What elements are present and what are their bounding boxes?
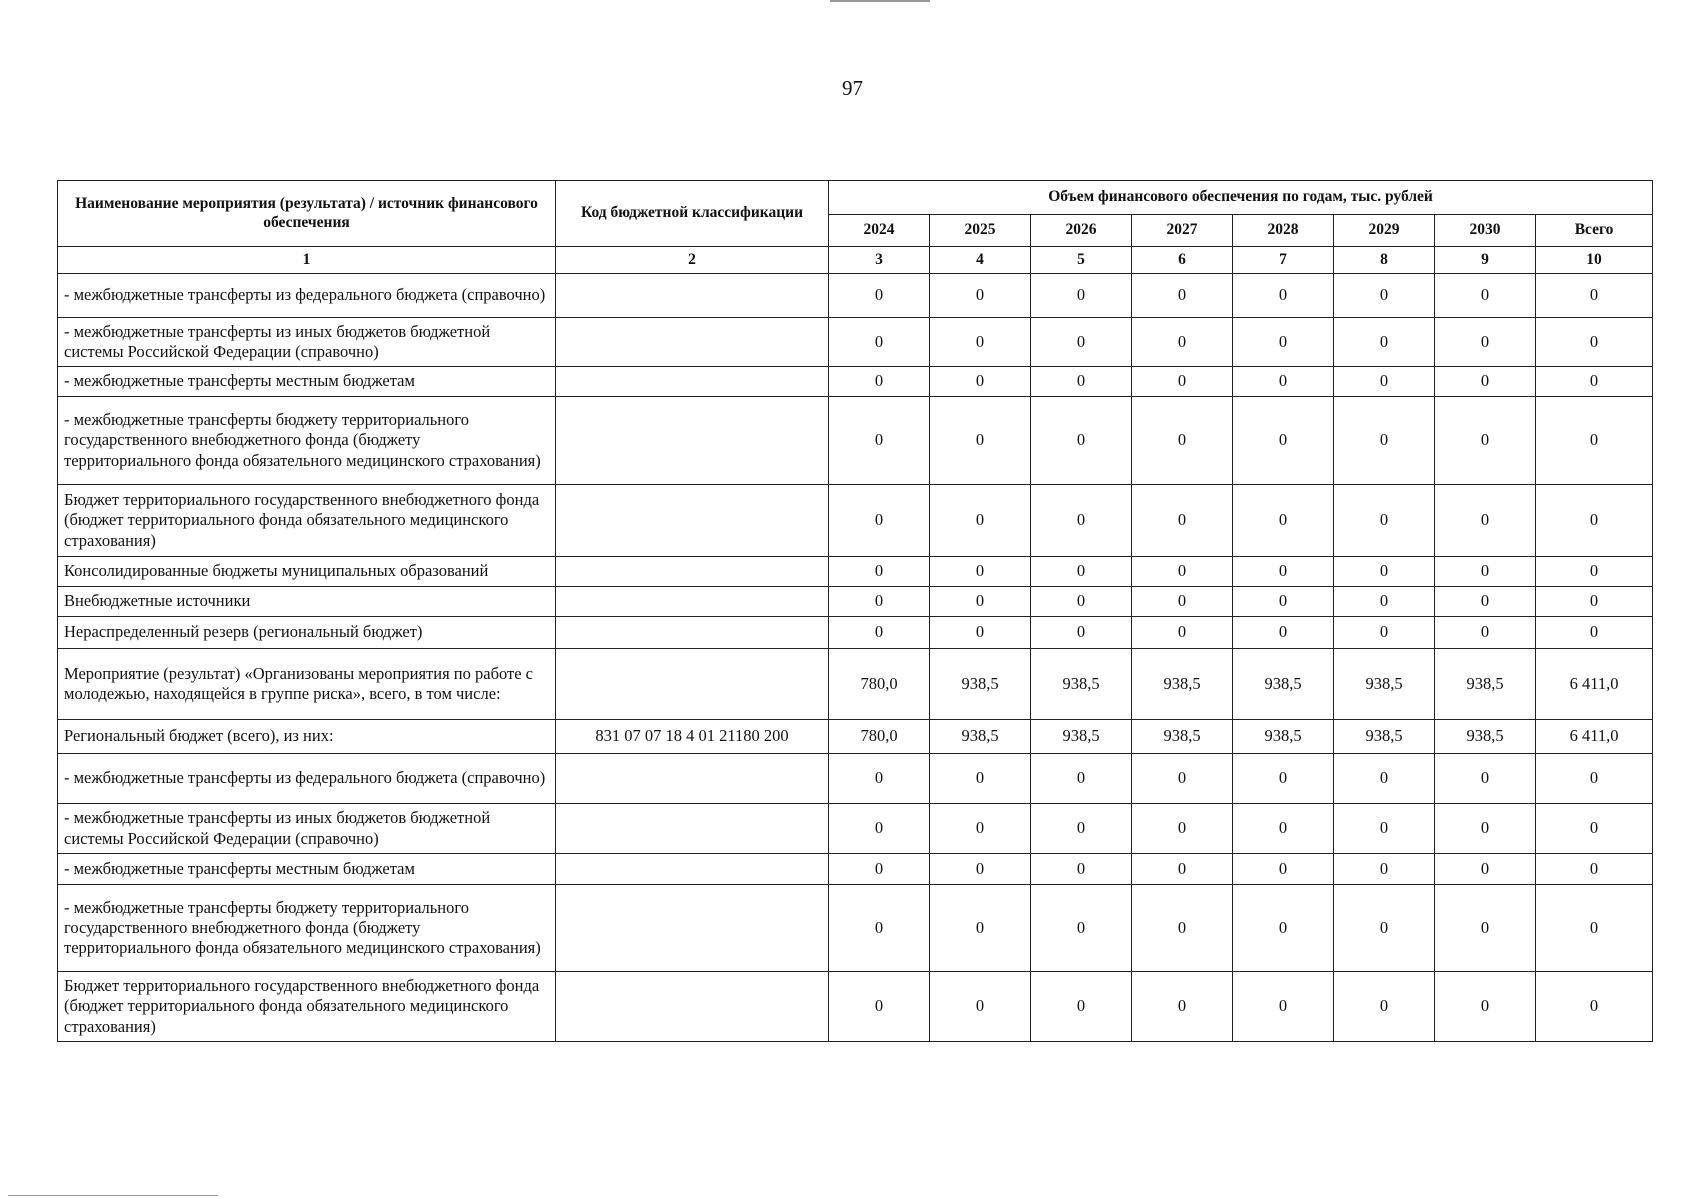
row-value: 0 [1435,754,1536,804]
row-value: 0 [930,367,1031,397]
table-row [58,885,1653,972]
row-name: - межбюджетные трансферты местным бюджетам [58,854,556,885]
row-value: 0 [1435,617,1536,649]
row-code [556,367,829,397]
row-total: 0 [1536,617,1653,649]
row-name: - межбюджетные трансферты местным бюджетам [58,367,556,397]
row-value: 0 [1132,617,1233,649]
row-code [556,972,829,1042]
row-value: 0 [1334,972,1435,1042]
row-value: 0 [1435,804,1536,854]
row-value: 938,5 [1031,720,1132,754]
row-value: 0 [1132,367,1233,397]
row-value: 0 [1031,274,1132,318]
row-value: 0 [1132,854,1233,885]
year-header: 2029 [1334,215,1435,247]
row-value: 938,5 [1031,649,1132,720]
row-value: 0 [930,617,1031,649]
table-row [58,972,1653,1042]
year-header: 2028 [1233,215,1334,247]
row-value: 0 [829,804,930,854]
row-value: 0 [930,854,1031,885]
row-value: 0 [1132,397,1233,485]
row-value: 0 [1233,274,1334,318]
row-value: 0 [1233,754,1334,804]
column-number: 8 [1334,247,1435,274]
row-code [556,397,829,485]
table-row [58,649,1653,720]
row-value: 0 [829,972,930,1042]
row-code [556,617,829,649]
row-value: 0 [1031,804,1132,854]
column-number: 2 [556,247,829,274]
row-code [556,485,829,557]
row-value: 0 [829,557,930,587]
row-value: 0 [1233,485,1334,557]
row-value: 0 [1132,274,1233,318]
row-name: - межбюджетные трансферты бюджету территориального государственного внебюджетного фонда (бюджету территориального фонда обязательного медицинского страхования) [58,885,556,972]
row-value: 0 [829,617,930,649]
row-value: 938,5 [1334,720,1435,754]
row-code [556,804,829,854]
row-name: Региональный бюджет (всего), из них: [58,720,556,754]
table-row [58,367,1653,397]
row-value: 0 [930,972,1031,1042]
table-row [58,617,1653,649]
row-value: 0 [1435,318,1536,367]
row-value: 0 [1334,557,1435,587]
row-value: 0 [829,587,930,617]
column-number: 10 [1536,247,1653,274]
header-name: Наименование мероприятия (результата) / источник финансового обеспечения [58,181,556,247]
row-total: 0 [1536,274,1653,318]
row-value: 0 [1334,397,1435,485]
row-value: 0 [1031,397,1132,485]
row-value: 0 [1435,587,1536,617]
year-header: 2025 [930,215,1031,247]
row-value: 0 [1132,318,1233,367]
header-row-top [58,181,1653,215]
table-row [58,557,1653,587]
row-value: 0 [829,274,930,318]
total-header: Всего [1536,215,1653,247]
row-total: 0 [1536,397,1653,485]
row-value: 0 [1435,367,1536,397]
row-name: - межбюджетные трансферты из федерального бюджета (справочно) [58,754,556,804]
row-name: - межбюджетные трансферты из федерального бюджета (справочно) [58,274,556,318]
year-header: 2026 [1031,215,1132,247]
row-value: 938,5 [1233,720,1334,754]
row-value: 0 [1031,367,1132,397]
financing-table [57,180,1653,1042]
row-value: 0 [1031,485,1132,557]
row-code [556,854,829,885]
row-code [556,557,829,587]
year-header: 2030 [1435,215,1536,247]
row-value: 0 [829,885,930,972]
row-name: Бюджет территориального государственного внебюджетного фонда (бюджет территориального фонда обязательного медицинского страхования) [58,972,556,1042]
row-total: 6 411,0 [1536,720,1653,754]
year-header: 2024 [829,215,930,247]
row-value: 0 [930,587,1031,617]
row-value: 0 [1334,485,1435,557]
row-value: 0 [1132,557,1233,587]
row-value: 0 [829,854,930,885]
row-value: 0 [1031,587,1132,617]
column-number: 9 [1435,247,1536,274]
row-name: - межбюджетные трансферты из иных бюджетов бюджетной системы Российской Федерации (справочно) [58,318,556,367]
row-value: 0 [930,754,1031,804]
row-value: 0 [930,318,1031,367]
row-value: 0 [829,485,930,557]
row-code [556,274,829,318]
row-value: 938,5 [1334,649,1435,720]
row-name: - межбюджетные трансферты бюджету территориального государственного внебюджетного фонда (бюджету территориального фонда обязательного медицинского страхования) [58,397,556,485]
column-number: 6 [1132,247,1233,274]
row-value: 0 [1132,972,1233,1042]
row-total: 0 [1536,804,1653,854]
row-value: 0 [1435,397,1536,485]
row-name: Мероприятие (результат) «Организованы мероприятия по работе с молодежью, находящейся в группе риска», всего, в том числе: [58,649,556,720]
row-value: 0 [1233,318,1334,367]
row-value: 0 [1233,854,1334,885]
row-value: 0 [1334,274,1435,318]
column-number: 3 [829,247,930,274]
row-code [556,649,829,720]
table-row [58,720,1653,754]
row-value: 938,5 [1132,720,1233,754]
row-value: 0 [1031,617,1132,649]
row-value: 0 [1435,485,1536,557]
row-value: 938,5 [1132,649,1233,720]
row-name: - межбюджетные трансферты из иных бюджетов бюджетной системы Российской Федерации (справочно) [58,804,556,854]
row-code: 831 07 07 18 4 01 21180 200 [556,720,829,754]
row-value: 0 [1233,397,1334,485]
column-number: 5 [1031,247,1132,274]
row-value: 0 [930,274,1031,318]
row-value: 0 [930,885,1031,972]
table-row [58,754,1653,804]
row-value: 0 [1334,754,1435,804]
column-number: 7 [1233,247,1334,274]
row-value: 0 [1132,885,1233,972]
row-total: 0 [1536,885,1653,972]
row-value: 0 [1031,885,1132,972]
table-row [58,804,1653,854]
row-value: 0 [1334,587,1435,617]
row-value: 0 [930,397,1031,485]
row-value: 0 [1233,804,1334,854]
row-name: Бюджет территориального государственного внебюджетного фонда (бюджет территориального фонда обязательного медицинского страхования) [58,485,556,557]
row-value: 0 [1233,972,1334,1042]
row-value: 780,0 [829,720,930,754]
row-value: 0 [1334,367,1435,397]
row-value: 938,5 [930,649,1031,720]
row-value: 0 [930,485,1031,557]
row-total: 0 [1536,972,1653,1042]
scan-artifact-bottom [8,1195,218,1196]
header-code: Код бюджетной классификации [556,181,829,247]
row-code [556,587,829,617]
row-name: Консолидированные бюджеты муниципальных образований [58,557,556,587]
row-value: 0 [1132,587,1233,617]
row-value: 0 [930,557,1031,587]
row-value: 0 [1233,885,1334,972]
row-total: 0 [1536,367,1653,397]
row-code [556,318,829,367]
table-row [58,587,1653,617]
row-value: 780,0 [829,649,930,720]
row-total: 0 [1536,754,1653,804]
table-row [58,274,1653,318]
row-value: 0 [1435,557,1536,587]
row-value: 0 [1031,854,1132,885]
row-total: 0 [1536,587,1653,617]
row-total: 0 [1536,485,1653,557]
table-row [58,854,1653,885]
row-value: 938,5 [1435,720,1536,754]
column-number: 4 [930,247,1031,274]
row-value: 0 [1132,485,1233,557]
row-value: 0 [1031,318,1132,367]
row-value: 0 [1132,804,1233,854]
year-header: 2027 [1132,215,1233,247]
row-value: 0 [1334,318,1435,367]
row-value: 0 [1435,274,1536,318]
row-value: 0 [1031,754,1132,804]
row-total: 6 411,0 [1536,649,1653,720]
row-value: 0 [1233,587,1334,617]
row-value: 0 [1334,617,1435,649]
row-total: 0 [1536,557,1653,587]
scan-artifact-top [830,0,930,2]
row-value: 0 [930,804,1031,854]
row-value: 0 [1334,804,1435,854]
table-row [58,397,1653,485]
row-value: 0 [1435,854,1536,885]
row-value: 0 [829,754,930,804]
page-number: 97 [842,76,863,100]
row-value: 938,5 [1435,649,1536,720]
row-value: 0 [1031,972,1132,1042]
header-volume: Объем финансового обеспечения по годам, тыс. рублей [829,181,1653,215]
row-name: Нераспределенный резерв (региональный бюджет) [58,617,556,649]
row-value: 0 [829,318,930,367]
row-value: 0 [1031,557,1132,587]
row-total: 0 [1536,318,1653,367]
row-value: 0 [829,367,930,397]
column-number: 1 [58,247,556,274]
row-total: 0 [1536,854,1653,885]
row-value: 0 [829,397,930,485]
row-value: 0 [1233,557,1334,587]
row-value: 0 [1233,617,1334,649]
column-number-row [58,247,1653,274]
row-code [556,754,829,804]
table-row [58,485,1653,557]
table-row [58,318,1653,367]
row-value: 0 [1233,367,1334,397]
row-value: 938,5 [930,720,1031,754]
row-value: 0 [1334,854,1435,885]
row-value: 0 [1435,885,1536,972]
row-value: 938,5 [1233,649,1334,720]
row-name: Внебюджетные источники [58,587,556,617]
row-value: 0 [1435,972,1536,1042]
row-value: 0 [1132,754,1233,804]
row-code [556,885,829,972]
row-value: 0 [1334,885,1435,972]
